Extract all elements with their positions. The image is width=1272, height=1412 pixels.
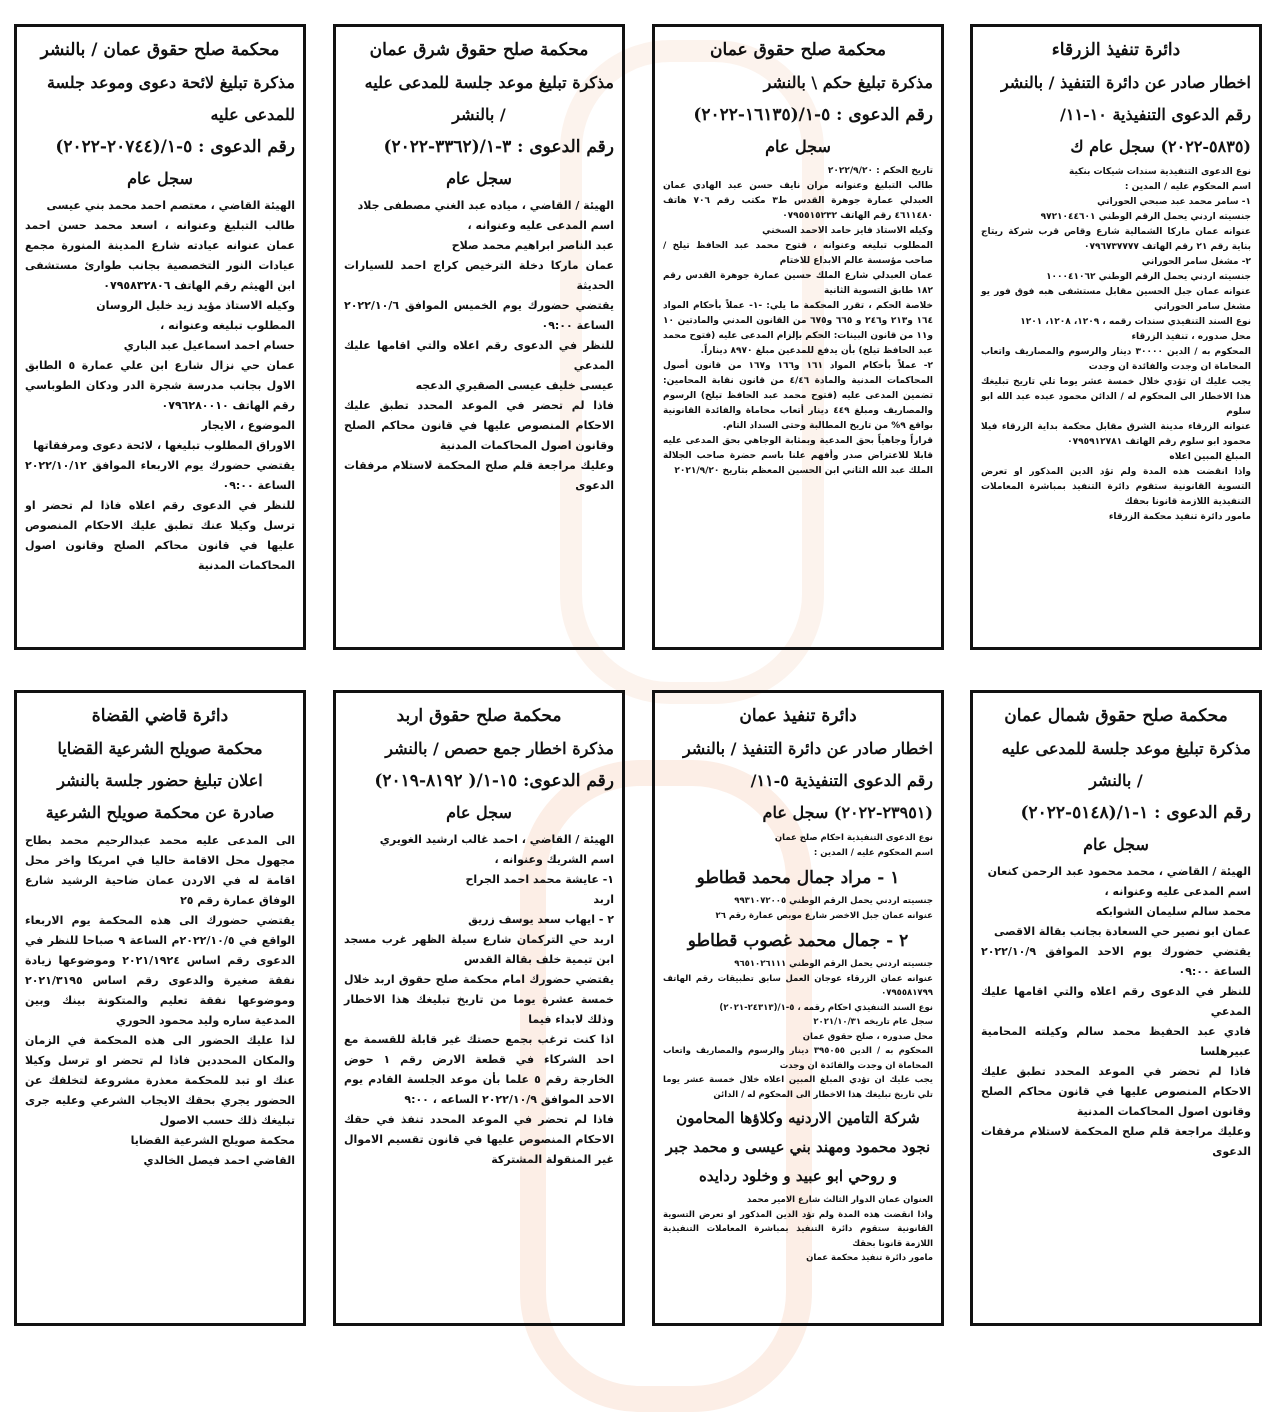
body-line: عمان ابو نصير حي السعادة بجانب بقالة الاقصى	[993, 925, 1251, 938]
body-line: المطلوب تبليغه وعنوانه ، فتوح محمد عبد الحافظ تيلخ / صاحب مؤسسة عالم الابداع للاختام	[663, 241, 933, 266]
body-line: ٢- عملاً بأحكام المواد ١٦١ و١٦٦ و١٦٧ من قانون أصول المحاكمات المدنية والمادة ٤/٤٦ من قانون نقابة المحامين: تضمين المدعى عليه (فتوح محمد عبد الحافظ تيلخ) الرسوم والمصاريف ومبلغ ٤٤٩ دينار أتعاب محاماة والفائدة القانونية بواقع ٩% من تاريخ المطالبة وحتى السداد التام.	[663, 361, 933, 431]
body-line: المحكوم به / الدين ٣٠٠٠٠ دينار والرسوم والمصاريف واتعاب المحاماة ان وجدت والفائدة ان وجدت	[981, 347, 1251, 372]
body-line: يقتضي حضورك امام محكمة صلح حقوق اربد خلال خمسة عشرة يوما من تاريخ تبليغك هذا الاخطار وذلك لابداء فيما	[344, 973, 614, 1026]
notice-subtitle: اخطار صادر عن دائرة التنفيذ / بالنشر	[682, 739, 933, 758]
body-line: عبد الناصر ابراهيم محمد صلاح	[451, 239, 614, 252]
body-line: فاذا لم تحضر في الموعد المحدد تطبق عليك الاحكام المنصوص عليها في قانون محاكم الصلح وقانون اصول المحاكمات المدنية	[981, 1065, 1251, 1118]
notice-body	[344, 830, 614, 1170]
body-line: فاذا لم تحضر في الموعد المحدد تنفذ في حقك الاحكام المنصوص عليها في قانون تقسيم الاموال غير المنقولة المشتركة	[344, 1113, 614, 1166]
body-line: نوع السند التنفيذي احكام رقمه ، ٥-١/(٢٤٣١٣-٢٠٢١)	[719, 1002, 933, 1013]
register-label: سجل عام	[446, 169, 512, 188]
body-line: حسام احمد اسماعيل عبد الباري	[123, 339, 295, 352]
body-line: محكمة صويلح الشرعية القضايا	[130, 1134, 295, 1147]
notice-north-amman-session	[970, 690, 1262, 1326]
body-line: الهيئة / القاضي ، محمد محمود عبد الرحمن كنعان	[987, 865, 1251, 878]
body-line: نوع السند التنفيذي سندات رقمه ، ١٢٠٩، ١٢٠٨، ١٢٠١	[1020, 317, 1251, 327]
body-line: الهيئة القاضي ، معتصم احمد محمد بني عيسى	[46, 199, 295, 212]
notice-body	[663, 831, 933, 860]
body-line: اسم المحكوم عليه / المدين :	[1124, 182, 1251, 192]
creditor-name: شركة التامين الاردنيه وكلاؤها المحامون نجود محمود ومهند بني عيسى و محمد جبر و روحي ابو عبيد و وخلود ردايده	[665, 1109, 931, 1185]
notice-body	[663, 957, 933, 1102]
notice-subtitle-cont: للمدعى عليه	[210, 105, 295, 124]
case-number: رقم الدعوى : ٣-١/(٣٣٦٢-٢٠٢٢)	[383, 137, 614, 157]
body-line: اربد حي التركمان شارع سيلة الظهر غرب مسجد ابن تيمية خلف بقالة القدس	[344, 933, 614, 966]
body-line: محل صدوره ، تنفيذ الزرقاء	[1131, 332, 1251, 342]
notice-title: دائرة تنفيذ عمان	[739, 706, 857, 726]
notice-body	[663, 894, 933, 923]
case-number-cont: (٢٣٩٥١-٢٠٢٢) سجل عام	[762, 803, 933, 822]
body-line: واذا انقضت هذه المدة ولم تؤد الدين المذكور او تعرض التسوية القانونية ستقوم دائرة التنفيذ بمباشرة المعاملات التنفيذية اللازمة قانونا بحقك	[981, 467, 1251, 507]
notice-east-amman-session	[333, 24, 625, 650]
body-line: ١- عايشة محمد احمد الجراح	[465, 873, 614, 886]
body-line: عنوانه الزرقاء مدينة الشرق مقابل محكمة بداية الزرقاء فيلا محمود ابو سلوم رقم الهاتف ٠٧٩٥٩١٢٧٨١	[981, 422, 1251, 447]
notice-body	[25, 831, 295, 1171]
body-line: طالب التبليغ وعنوانه مران نايف حسن عبد الهادي عمان العبدلي عمارة جوهرة القدس ط٣ مكتب رقم ٧٠٦ هاتف ٤٦١١٤٨٠ رقم الهاتف ٠٧٩٥٥١٥٢٣٢	[663, 181, 933, 221]
body-line: محمد سالم سليمان الشوابكه	[1095, 905, 1251, 918]
notice-subtitle: مذكرة اخطار جمع حصص / بالنشر	[385, 739, 614, 758]
notice-body	[981, 862, 1251, 1162]
body-line: نوع الدعوى التنفيذية احكام صلح عمان	[774, 833, 933, 843]
notice-amman-claim	[14, 24, 306, 650]
body-line: سجل عام تاريخه ٢٠٢١/١٠/٣١	[813, 1017, 933, 1027]
notice-subtitle-cont: / بالنشر	[1089, 771, 1143, 790]
register-label: سجل عام	[765, 137, 831, 156]
register-label: سجل عام	[1083, 835, 1149, 854]
body-line: المحكوم به / الدين ٣٩٥٠٥٥ دينار والرسوم والمصاريف واتعاب المحاماة ان وجدت والفائدة ان وجدت	[663, 1046, 934, 1071]
body-line: وكيله الاستاذ مؤيد زيد خليل الروسان	[96, 299, 295, 312]
notice-subtitle: مذكرة تبليغ لائحة دعوى وموعد جلسة	[46, 73, 295, 92]
body-line: واذا انقضت هذه المدة ولم تؤد الدين المذكور او تعرض التسوية القانونية ستقوم دائرة التنفيذ بمباشرة المعاملات التنفيذية اللازمة قانونا بحقك	[663, 1209, 933, 1249]
body-line: للنظر في الدعوى رقم اعلاه والتي اقامها عليك المدعي	[344, 339, 614, 372]
notice-subtitle: محكمة صويلح الشرعية القضايا	[57, 739, 263, 758]
body-line: يقتضي حضورك يوم الاحد الموافق ٢٠٢٢/١٠/٩ الساعة ٠٩:٠٠	[981, 945, 1251, 978]
body-line: جنسيته اردني يحمل الرقم الوطني ١٠٠٠٤١٠٦٢	[1046, 272, 1251, 282]
notice-body	[981, 165, 1251, 525]
body-line: فادي عبد الحفيظ محمد سالم وكيلته المحامية عبيرهلسا	[981, 1025, 1251, 1058]
case-number: رقم الدعوى : ٥-١/(١٦١٣٥-٢٠٢٢)	[693, 105, 933, 125]
body-line: عنوانه عمان جبل الحسين مقابل مستشفى هبه فوق فور يو مشغل سامر الحوراني	[981, 287, 1251, 312]
notice-subtitle-cont: اعلان تبليغ حضور جلسة بالنشر	[57, 771, 263, 790]
notice-body	[25, 196, 295, 576]
body-line: لذا عليك الحضور الى هذه المحكمة في الزمان والمكان المحددين فاذا لم تحضر او ترسل وكيلا عنك او تبد للمحكمة معذرة مشروعة لتخلفك عن الحضور يجري بحقك الايجاب الشرعي وعليه جرى تبليغك ذلك حسب الاصول	[25, 1034, 295, 1127]
body-line: المطلوب تبليغه وعنوانه ،	[160, 319, 295, 332]
body-line: جنسيته اردني يحمل الرقم الوطني ٩٩٣١٠٧٢٠٠٥	[734, 896, 933, 906]
body-line: عمان ماركا دخلة الترخيص كراج احمد للسيارات الحديثة	[344, 259, 614, 292]
body-line: وعليك مراجعة قلم صلح المحكمة لاستلام مرفقات الدعوى	[344, 459, 614, 492]
case-number-cont: (٥٨٣٥-٢٠٢٢) سجل عام ك	[1070, 137, 1251, 156]
body-line: مامور دائرة تنفيذ محكمة الزرقاء	[1108, 512, 1251, 522]
body-line: للنظر في الدعوى رقم اعلاه والتي اقامها عليك المدعي	[981, 985, 1251, 1018]
body-line: عمان العبدلي شارع الملك حسين عمارة جوهرة القدس رقم ١٨٢ طابق التسوية الثانية	[663, 271, 933, 296]
body-line: عنوانه عمان الزرقاء عوجان العمل سابق تطبيقات رقم الهاتف ٠٧٩٥٥٨١٧٩٩	[663, 973, 933, 998]
body-line: للنظر في الدعوى رقم اعلاه فاذا لم تحضر او ترسل وكيلا عنك تطبق عليك الاحكام المنصوص عليها في قانون محاكم الصلح وقانون اصول المحاكمات المدنية	[25, 499, 295, 572]
body-line: ٢ - ايهاب سعد يوسف زريق	[468, 913, 614, 926]
notice-title: دائرة تنفيذ الزرقاء	[1051, 40, 1181, 60]
notice-zarqa-execution	[970, 24, 1262, 650]
case-number: رقم الدعوى: ١٥-١/( ٨١٩٢-٢٠١٩)	[374, 771, 614, 791]
body-line: فاذا لم تحضر في الموعد المحدد تطبق عليك الاحكام المنصوص عليها في قانون محاكم الصلح وقانون اصول المحاكمات المدنية	[344, 399, 614, 452]
case-number: رقم الدعوى : ٥-١/(٢٠٧٤٤-٢٠٢٢)	[55, 137, 295, 157]
notice-body	[663, 164, 933, 479]
case-number: رقم الدعوى : ١-١/(٥١٤٨-٢٠٢٢)	[1020, 803, 1251, 823]
notice-subtitle: اخطار صادر عن دائرة التنفيذ / بالنشر	[1000, 73, 1251, 92]
case-number: رقم الدعوى التنفيذية ١٠-١١/	[1060, 105, 1251, 124]
body-line: الى المدعى عليه محمد عبدالرحيم محمد بطاح مجهول محل الاقامة حاليا في امريكا واخر محل اقامة له في الاردن عمان ضاحية الرشيد شارع الوفاق عمارة رقم ٢٥	[25, 834, 295, 907]
notice-subtitle: مذكرة تبليغ موعد جلسة للمدعى عليه	[364, 73, 614, 92]
body-line: الاوراق المطلوب تبليغها ، لائحة دعوى ومرفقاتها	[33, 439, 295, 452]
body-line: اسم المدعى عليه وعنوانه ،	[1104, 885, 1251, 898]
body-line: عنوانه عمان جبل الاخضر شارع موبص عمارة رقم ٢٦	[715, 910, 933, 921]
notice-title: محكمة صلح حقوق شمال عمان	[1004, 706, 1228, 726]
notice-subtitle: مذكرة تبليغ موعد جلسة للمدعى عليه	[1001, 739, 1251, 758]
body-line: يقتضي حضورك يوم الاربعاء الموافق ٢٠٢٢/١٠/١٢ الساعة ٠٩:٠٠	[25, 459, 295, 492]
notice-body	[663, 1193, 933, 1266]
notice-title: محكمة صلح حقوق عمان / بالنشر	[40, 40, 280, 60]
notice-title: محكمة صلح حقوق شرق عمان	[369, 40, 589, 60]
notice-amman-judgment	[652, 24, 944, 650]
notice-amman-execution	[652, 690, 944, 1326]
body-line: القاضي احمد فيصل الخالدي	[143, 1154, 295, 1167]
body-line: العنوان عمان الدوار الثالث شارع الامير محمد	[746, 1195, 933, 1205]
notice-subtitle-cont: / بالنشر	[452, 105, 506, 124]
body-line: يجب عليك ان تؤدي خلال خمسة عشر يوما تلي تاريخ تبليغك هذا الاخطار الى المحكوم له / الدائن محمود عبده عبد الله ابو سلوم	[981, 377, 1251, 417]
body-line: قراراً وجاهياً بحق المدعية وبمثابة الوجاهي بحق المدعى عليه قابلا للاعتراض صدر وأفهم علنا باسم حضرة صاحب الجلالة الملك عبد الله الثاني ابن الحسين المعظم بتاريخ ٢٠٢١/٩/٢٠	[663, 436, 933, 476]
body-line: تاريخ الحكم : ٢٠٢٢/٩/٢٠	[827, 166, 933, 176]
notice-title: محكمة صلح حقوق عمان	[710, 40, 886, 60]
body-line: المبلغ المبين اعلاه	[1169, 452, 1251, 462]
notice-irbid-shares	[333, 690, 625, 1326]
body-line: اسم المحكوم عليه / المدين :	[813, 847, 933, 858]
body-line: عمان حي نزال شارع ابن علي عمارة ٥ الطابق الاول بجانب مدرسة شجرة الدر ودكان الطوباسي رقم الهاتف ٠٧٩٦٢٨٠٠١٠	[25, 359, 295, 412]
body-line: وعليك مراجعة قلم صلح المحكمة لاستلام مرفقات الدعوى	[981, 1125, 1251, 1158]
body-line: الهيئة / القاضي ، مياده عبد الغني مصطفى جلاد	[357, 199, 614, 212]
body-line: يقتضي حضورك يوم الخميس الموافق ٢٠٢٢/١٠/٦ الساعة ٠٩:٠٠	[344, 299, 614, 332]
body-line: خلاصة الحكم ، تقرر المحكمة ما يلي: -١- عملاً بأحكام المواد ١٦٤ و٢١٣ و٢٤٦ و ٦٦٥ و٦٧٥ من القانون المدني والمادتين ١٠ و١١ من قانون البينات: الحكم بإلزام المدعى عليه (فتوح محمد عبد الحافظ تيلخ) بأن يدفع للمدعين مبلغ ٨٩٧٠ ديناراً.	[663, 301, 933, 356]
body-line: اسم الشريك وعنوانه ،	[494, 853, 614, 866]
notice-title: محكمة صلح حقوق اربد	[396, 706, 562, 726]
debtor-name-2: ٢ - جمال محمد غصوب قطاطو	[687, 931, 909, 951]
body-line: ٢- مشغل سامر الحوراني	[1141, 257, 1251, 267]
body-line: اذا كنت ترغب بجمع حصتك غير قابلة للقسمة مع احد الشركاء في قطعة الارض رقم ١ حوض الخارجة رقم ٥ علما بأن موعد الجلسة القادم يوم الاحد الموافق ٢٠٢٢/١٠/٩ الساعه ، ٩:٠٠	[344, 1033, 615, 1106]
body-line: جنسيته اردني يحمل الرقم الوطني ٩٦٥١٠٢٦١١١	[734, 959, 933, 969]
body-line: الموضوع ، الايجار	[201, 419, 295, 432]
body-line: محل صدوره ، صلح حقوق عمان	[802, 1031, 933, 1042]
notice-body	[344, 196, 614, 496]
body-line: ١- سامر محمد عبد صبحي الحوراني	[1097, 197, 1251, 207]
notice-subtitle-cont: صادرة عن محكمة صويلح الشرعية	[45, 803, 275, 822]
case-number: رقم الدعوى التنفيذية ٥-١١/	[750, 771, 933, 790]
body-line: عيسى خليف عيسى الصقيري الدعجه	[415, 379, 614, 392]
notice-title: دائرة قاضي القضاة	[91, 706, 229, 726]
body-line: جنسيته اردني يحمل الرقم الوطني ٩٧٢١٠٤٤٦٠١	[1040, 212, 1251, 222]
body-line: الهيئة / القاضي ، احمد غالب ارشيد الغويري	[379, 833, 614, 846]
notice-sweileh-sharia	[14, 690, 306, 1326]
body-line: اسم المدعى عليه وعنوانه ،	[467, 219, 614, 232]
notice-subtitle: مذكرة تبليغ حكم \ بالنشر	[763, 73, 933, 92]
body-line: اربد	[593, 893, 614, 906]
body-line: نوع الدعوى التنفيذية سندات شيكات بنكية	[1069, 167, 1251, 177]
register-label: سجل عام	[446, 803, 512, 822]
body-line: يقتضي حضورك الى هذه المحكمة يوم الاربعاء الواقع في ٢٠٢٢/١٠/٥م الساعة ٩ صباحا للنظر في الدعوى رقم اساس ٢٠٢١/١٩٢٤ وموضوعها زيادة نفقة صغيرة والدعوى رقم اساس ٢٠٢١/٣١٩٥ وموضوعها نفقة تعليم والمتكونة بينك وبين المدعية ساره وليد محمود الحوري	[25, 914, 296, 1027]
body-line: مامور دائرة تنفيذ محكمة عمان	[806, 1253, 933, 1263]
register-label: سجل عام	[127, 169, 193, 188]
body-line: عنوانه عمان ماركا الشمالية شارع وقاص قرب شركة ريتاج بناية رقم ٢١ رقم الهاتف ٠٧٩٦٧٣٧٧٧٧	[981, 227, 1251, 252]
debtor-name-1: ١ - مراد جمال محمد قطاطو	[696, 868, 900, 888]
body-line: يجب عليك ان تؤدي المبلغ المبين اعلاه خلال خمسة عشر يوما تلي تاريخ تبليغك هذا الاخطار الى المحكوم له / الدائن	[663, 1075, 933, 1100]
body-line: طالب التبليغ وعنوانه ، اسعد محمد حسن احمد عمان عنوانه عيادته شارع المدينة المنورة مجمع عيادات النور التخصصية بجانب طوارئ مستشفى ابن الهيثم رقم الهاتف ٠٧٩٥٨٣٢٨٠٦	[25, 219, 295, 292]
body-line: وكيله الاستاذ فايز حامد الاحمد السخني	[762, 226, 933, 236]
